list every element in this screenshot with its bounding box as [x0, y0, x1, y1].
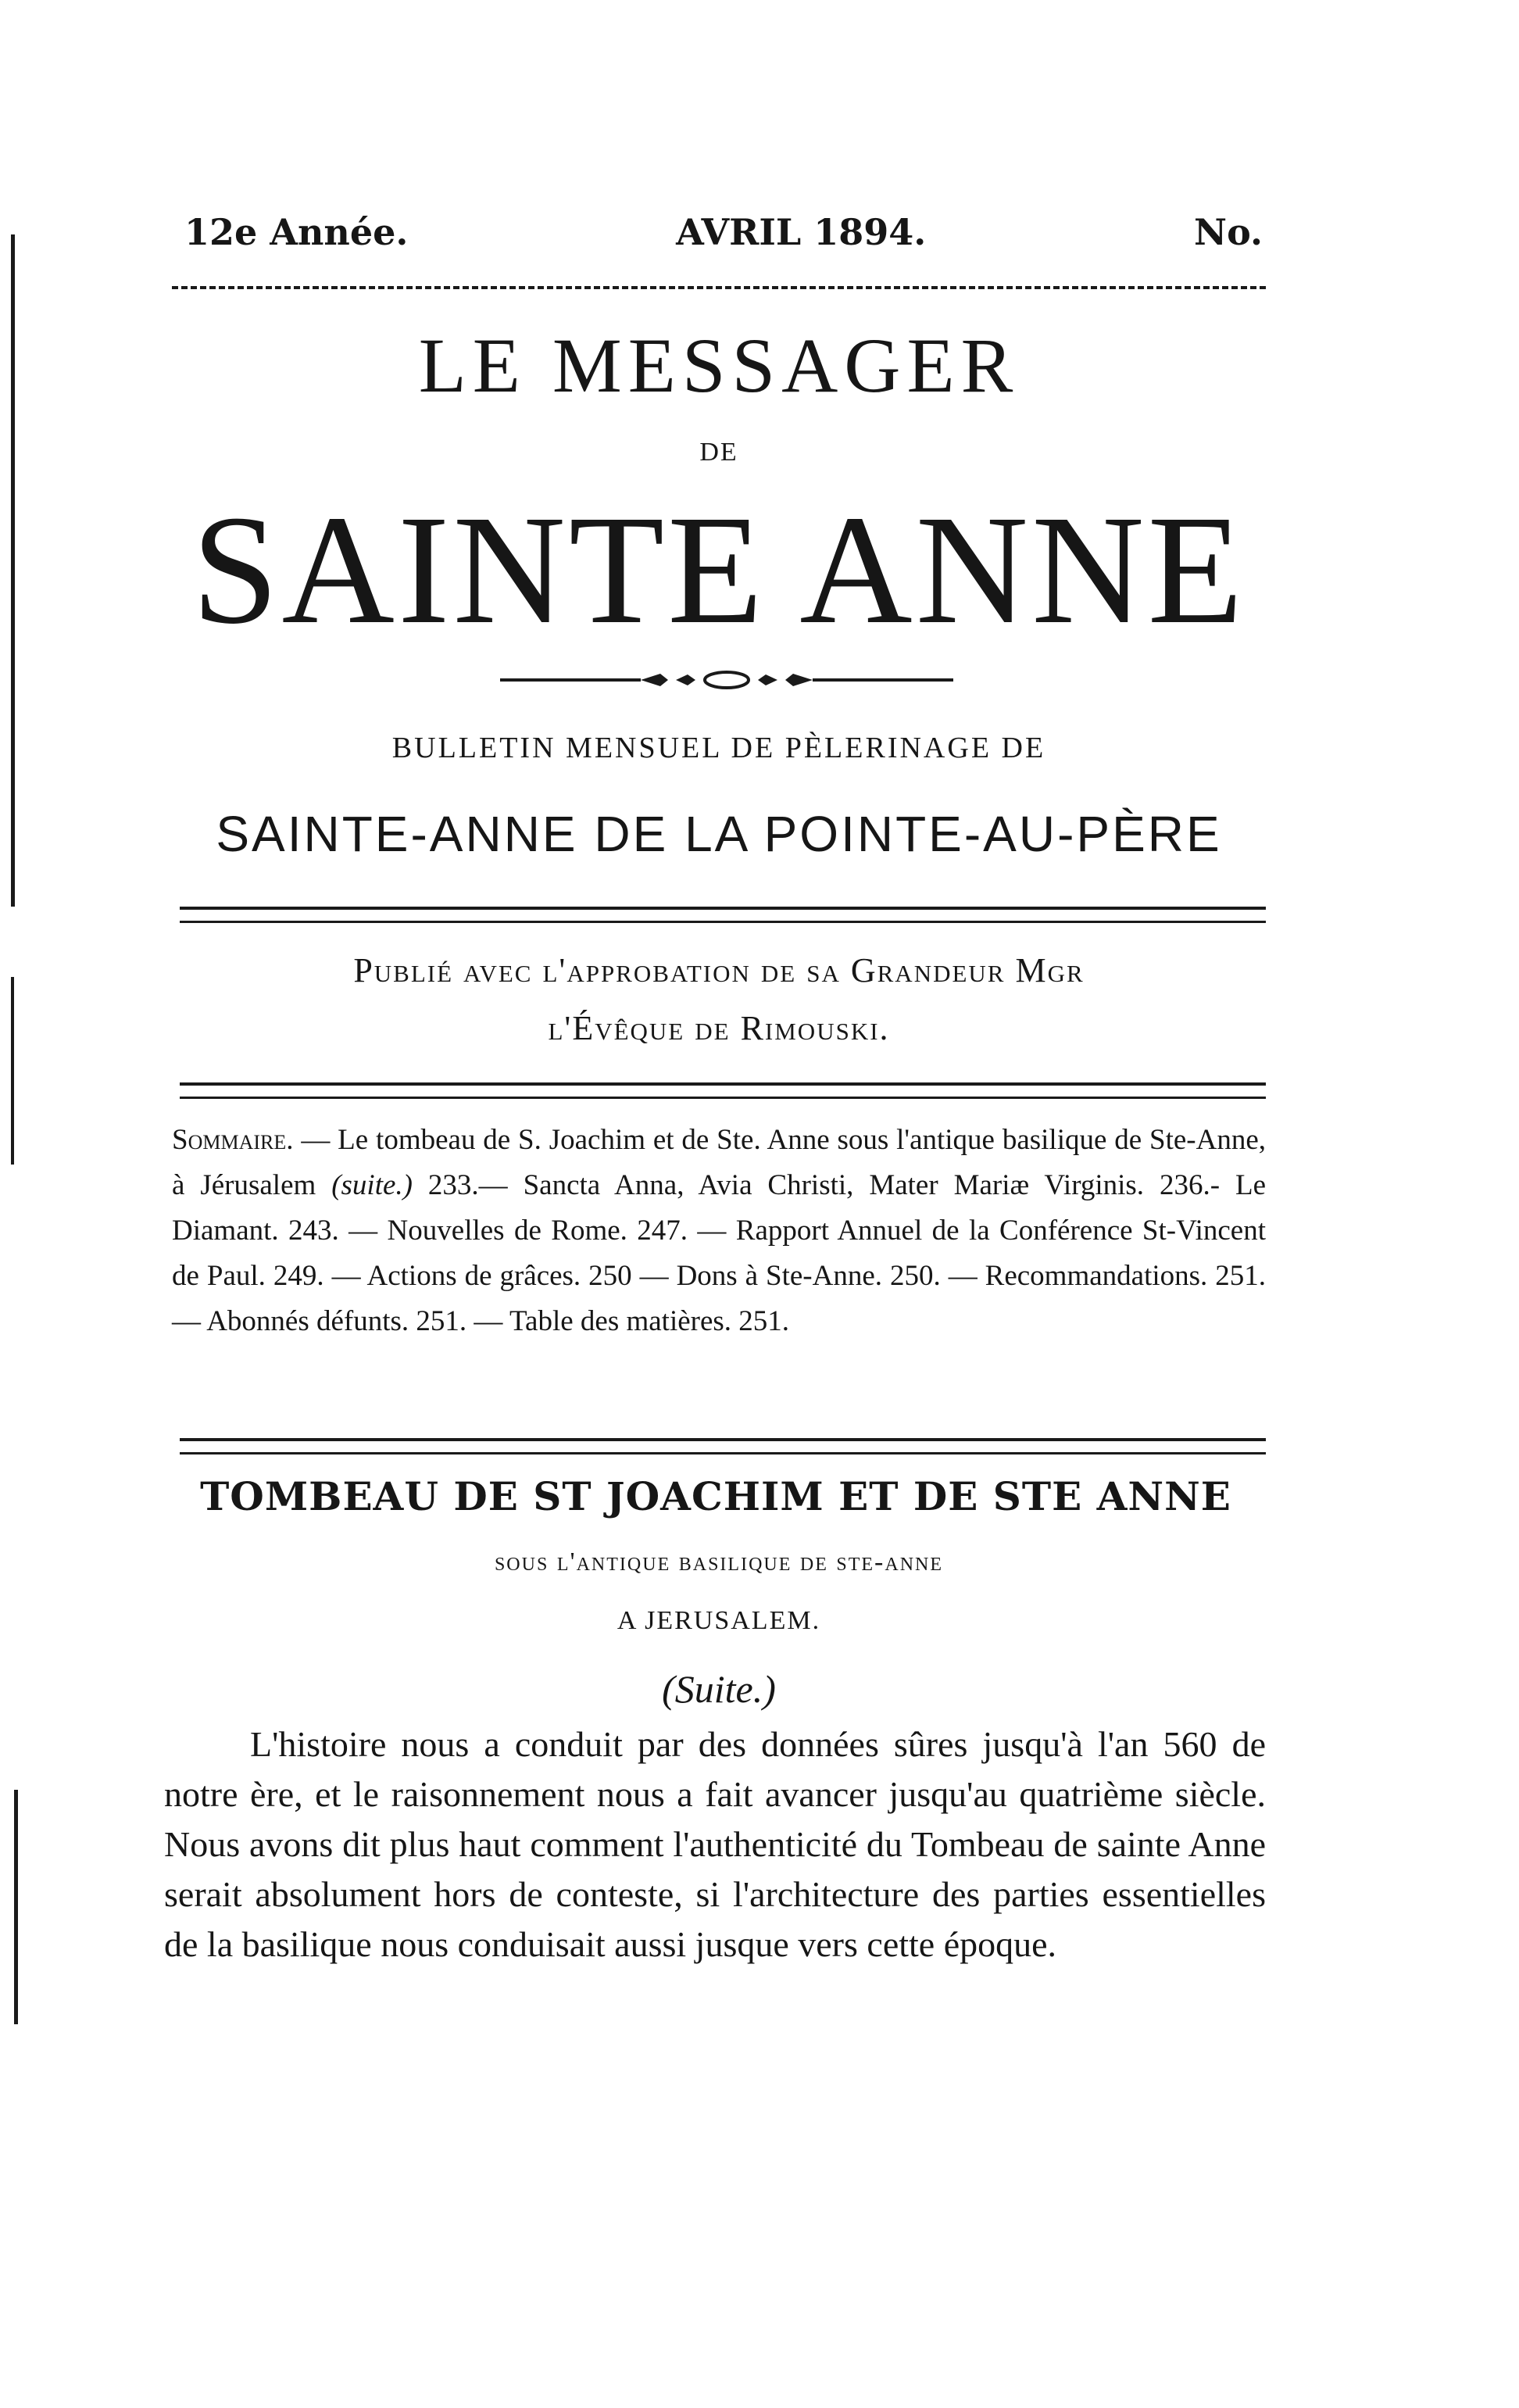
summary-suite: (suite.)	[331, 1169, 413, 1201]
section-double-rule	[180, 1082, 1266, 1099]
summary-text-part2: 233.— Sancta Anna, Avia Christi, Mater Mariæ Virginis. 236.- Le Diamant. 243. — Nouvelles de Rome. 247. — Rapport Annuel de la Conférence St-Vincent de Paul. 249. — Actions de grâces. 250 — Dons à Ste-Anne. 250. — Recommandations. 251. — Abonnés défunts. 251. — Table des matières. 251.	[172, 1169, 1266, 1337]
pilgrimage-place: SAINTE-ANNE DE LA POINTE-AU-PÈRE	[216, 806, 1222, 862]
approval-notice	[156, 942, 1281, 1057]
scan-margin-mark	[14, 1790, 18, 2024]
header-rule	[172, 286, 1266, 289]
issue-dateline	[184, 211, 1263, 253]
issue-year: 12e Année.	[184, 211, 409, 253]
section-double-rule	[180, 907, 1266, 923]
section-double-rule	[180, 1438, 1266, 1454]
ornament-divider	[500, 668, 953, 692]
article-title: TOMBEAU DE ST JOACHIM ET DE STE ANNE	[200, 1473, 1231, 1519]
issue-number: No.	[1194, 211, 1263, 253]
approval-line1: Publié avec l'approbation de sa Grandeur Mgr	[353, 951, 1085, 989]
article-body	[164, 1719, 1266, 1970]
article-suite: (Suite.)	[662, 1667, 776, 1711]
scan-margin-mark	[11, 977, 14, 1165]
article-paragraph: L'histoire nous a conduit par des données sûres jusqu'à l'an 560 de notre ère, et le raisonnement nous a fait avancer jusqu'au quatrième siècle. Nous avons dit plus haut comment l'authenticité du Tombeau de sainte Anne serait absolument hors de conteste, si l'architecture des parties essentielles de la basilique nous conduisait aussi jusque vers cette époque.	[164, 1724, 1266, 1964]
article-subtitle2: A JERUSALEM.	[617, 1606, 821, 1635]
bulletin-subtitle: BULLETIN MENSUEL DE PÈLERINAGE DE	[391, 732, 1046, 764]
approval-line2: l'Évêque de Rimouski.	[548, 1009, 890, 1047]
issue-date: AVRIL 1894.	[676, 211, 927, 253]
article-subtitle1: sous l'antique basilique de ste-anne	[494, 1547, 944, 1576]
masthead-title-line2: SAINTE ANNE	[191, 484, 1246, 657]
summary-label: Sommaire.	[172, 1124, 294, 1156]
masthead-title-line1: LE MESSAGER	[418, 322, 1020, 409]
summary-text-part1: — Le tombeau de S. Joachim et de Ste. Anne sous l'antique basilique de Ste-Anne, à Jérusalem	[172, 1124, 1266, 1201]
masthead-title-de: DE	[699, 438, 738, 467]
table-of-contents	[172, 1118, 1266, 1344]
scan-margin-mark	[11, 234, 15, 907]
